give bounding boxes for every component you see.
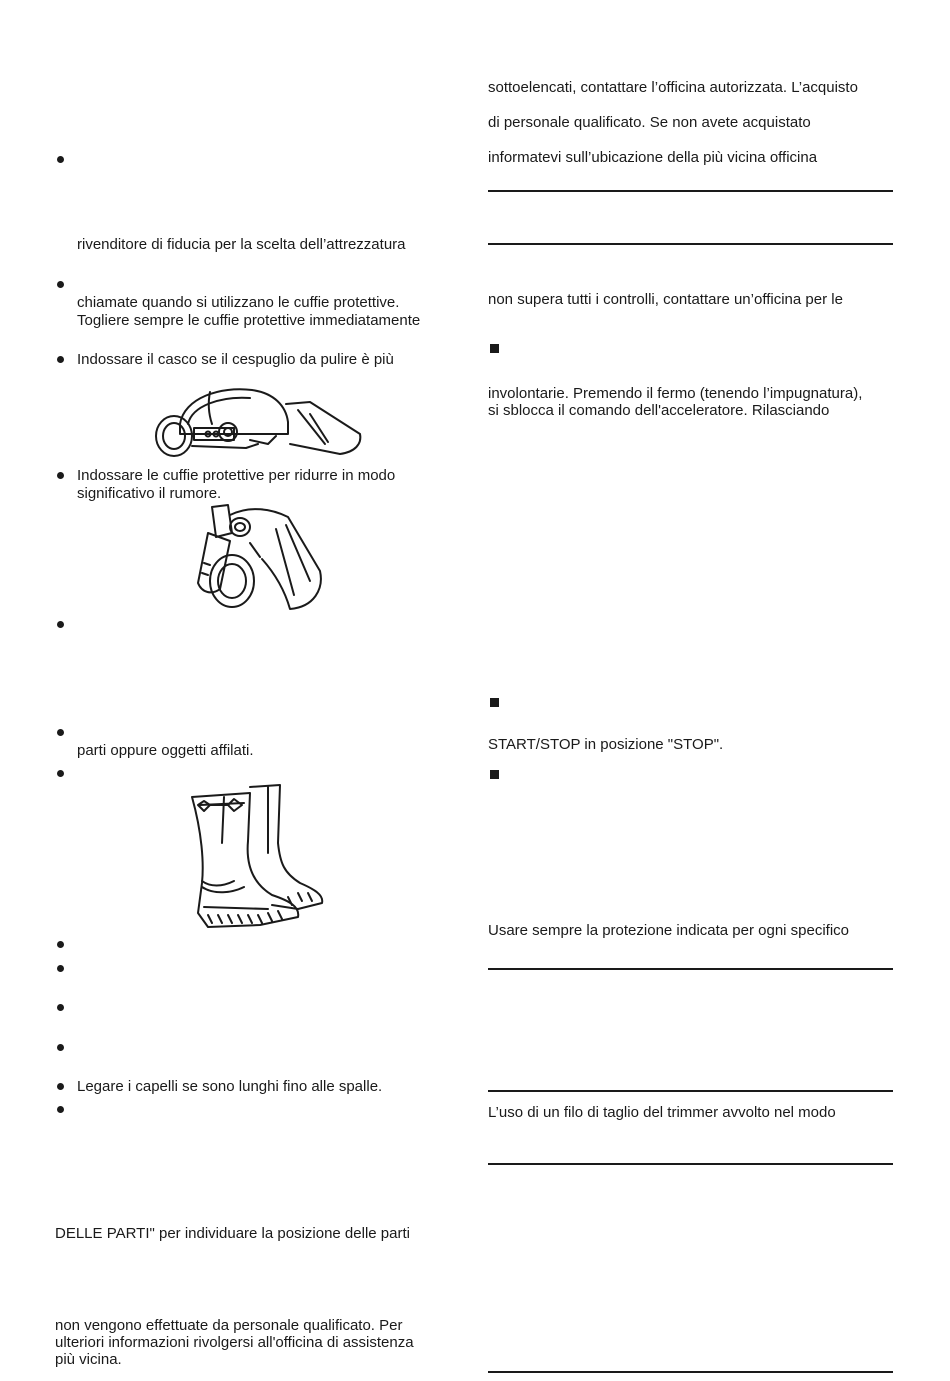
bullet (57, 729, 64, 736)
text-line: L’uso di un filo di taglio del trimmer avvolto nel modo (488, 1104, 836, 1121)
square-bullet (490, 344, 499, 353)
text-line: DELLE PARTI" per individuare la posizione delle parti (55, 1225, 410, 1242)
text-line: si sblocca il comando dell'acceleratore. Rilasciando (488, 402, 830, 419)
text-line: parti oppure oggetti affilati. (77, 742, 254, 759)
text-line: Togliere sempre le cuffie protettive immediatamente (77, 312, 421, 329)
text-line: START/STOP in posizione "STOP". (488, 736, 724, 753)
bullet (57, 965, 64, 972)
text-line: Legare i capelli se sono lunghi fino alle spalle. (77, 1078, 383, 1095)
text-line: Indossare il casco se il cespuglio da pulire è più (77, 351, 394, 368)
square-bullet (490, 698, 499, 707)
text-line: informatevi sull’ubicazione della più vicina officina (488, 149, 818, 166)
text-line: involontarie. Premendo il fermo (tenendo l’impugnatura), (488, 385, 863, 402)
horizontal-rule (488, 1371, 893, 1373)
text-line: Indossare le cuffie protettive per ridurre in modo (77, 467, 396, 484)
horizontal-rule (488, 243, 893, 245)
earmuffs-with-visor-icon (190, 503, 325, 613)
horizontal-rule (488, 190, 893, 192)
bullet (57, 281, 64, 288)
text-line: più vicina. (55, 1351, 122, 1368)
bullet (57, 770, 64, 777)
text-line: rivenditore di fiducia per la scelta dell’attrezzatura (77, 236, 406, 253)
text-line: chiamate quando si utilizzano le cuffie protettive. (77, 294, 400, 311)
bullet (57, 1004, 64, 1011)
bullet (57, 1083, 64, 1090)
text-line: non supera tutti i controlli, contattare un’officina per le (488, 291, 843, 308)
horizontal-rule (488, 968, 893, 970)
helmet-with-visor-icon (150, 384, 365, 462)
safety-boots-icon (188, 783, 328, 933)
horizontal-rule (488, 1163, 893, 1165)
text-line: ulteriori informazioni rivolgersi all'officina di assistenza (55, 1334, 414, 1351)
bullet (57, 156, 64, 163)
text-line: non vengono effettuate da personale qualificato. Per (55, 1317, 403, 1334)
text-line: sottoelencati, contattare l’officina autorizzata. L’acquisto (488, 79, 858, 96)
bullet (57, 621, 64, 628)
bullet (57, 356, 64, 363)
square-bullet (490, 770, 499, 779)
bullet (57, 1106, 64, 1113)
bullet (57, 941, 64, 948)
bullet (57, 472, 64, 479)
bullet (57, 1044, 64, 1051)
text-line: significativo il rumore. (77, 485, 222, 502)
horizontal-rule (488, 1090, 893, 1092)
text-line: di personale qualificato. Se non avete acquistato (488, 114, 811, 131)
text-line: Usare sempre la protezione indicata per ogni specifico (488, 922, 850, 939)
